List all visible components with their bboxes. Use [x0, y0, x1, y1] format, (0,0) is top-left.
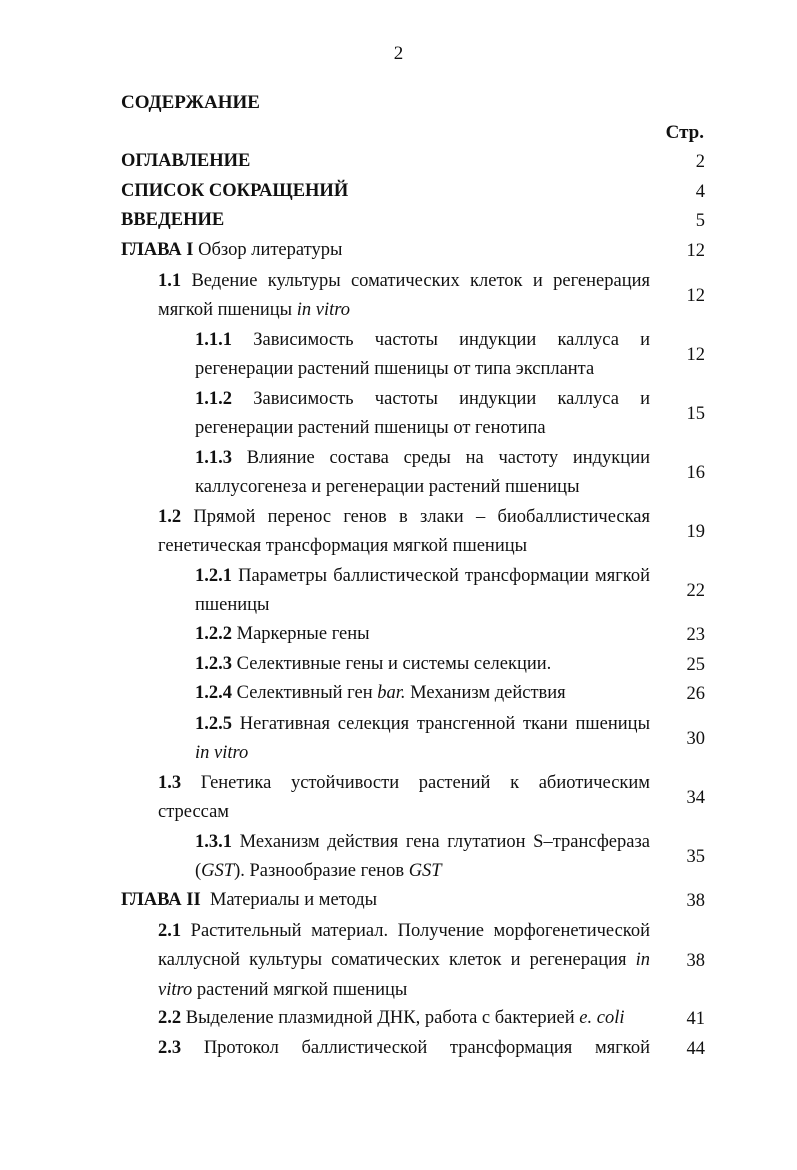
toc-entry-title: 1.1.1 Зависимость частоты индукции каллуса и регенерации растений пшеницы от типа экспланта	[195, 329, 651, 379]
toc-entry-page: 16	[686, 462, 705, 483]
toc-entry-page: 26	[686, 683, 705, 704]
toc-entry-title: 1.1 Ведение культуры соматических клеток и регенерация мягкой пшеницы in vitro	[158, 270, 651, 320]
toc-entry-title: ОГЛАВЛЕНИЕ	[121, 151, 251, 172]
toc-entry-title: 2.2 Выделение плазмидной ДНК, работа с бактерией e. coli	[158, 1008, 625, 1029]
toc-entry[interactable]	[158, 768, 705, 828]
toc-entry[interactable]	[121, 206, 705, 236]
toc-entry-title: 2.3 Протокол баллистической трансформация мягкой	[158, 1038, 650, 1059]
toc-entry-page: 22	[686, 580, 705, 601]
toc-entry[interactable]	[195, 679, 705, 709]
toc-entry[interactable]	[158, 1004, 705, 1034]
toc-entry-page: 19	[686, 521, 705, 542]
toc-entry[interactable]	[195, 561, 705, 621]
toc-entry-title: СПИСОК СОКРАЩЕНИЙ	[121, 181, 349, 202]
toc-entry-title: 1.1.3 Влияние состава среды на частоту индукции каллусогенеза и регенерации растений пшеницы	[195, 447, 650, 497]
toc-entry-title: ГЛАВА II Материалы и методы	[121, 890, 378, 911]
toc-entry-page: 4	[695, 181, 705, 202]
toc-entry[interactable]	[195, 827, 705, 887]
toc-entry-page: 15	[686, 403, 705, 424]
toc-entry-title: 1.2.4 Селективный ген bar. Механизм действия	[195, 683, 566, 704]
toc-entry-title: 1.3 Генетика устойчивости растений к абиотическим стрессам	[158, 772, 650, 822]
toc-entry-page: 2	[695, 151, 705, 172]
toc-entry-page: 41	[686, 1008, 705, 1029]
toc-entry[interactable]	[195, 650, 705, 680]
toc-entry[interactable]	[195, 620, 705, 650]
toc-entry-title: 1.2.3 Селективные гены и системы селекции.	[195, 654, 552, 675]
toc-entry-page: 35	[686, 846, 705, 867]
toc-entry-title: ГЛАВА I Обзор литературы	[121, 240, 343, 261]
toc-entry-page: 12	[686, 344, 705, 365]
toc-entry-title: 1.2.2 Маркерные гены	[195, 624, 370, 645]
toc-entry[interactable]	[195, 443, 705, 503]
toc-entry-title: 1.1.2 Зависимость частоты индукции каллуса и регенерации растений пшеницы от генотипа	[195, 388, 651, 438]
toc-entry[interactable]	[121, 177, 705, 207]
toc-entry[interactable]	[195, 384, 705, 444]
toc-entry-title: 1.2.1 Параметры баллистической трансформации мягкой пшеницы	[195, 565, 650, 615]
toc-entry-page: 34	[686, 787, 705, 808]
toc-entry-page: 5	[695, 210, 705, 231]
toc-entry-page: 30	[686, 728, 705, 749]
toc-entry[interactable]	[195, 325, 705, 385]
toc-entry[interactable]	[158, 1034, 705, 1064]
toc-entry[interactable]	[121, 886, 705, 916]
toc-entry[interactable]	[121, 236, 705, 266]
toc-entry[interactable]	[158, 266, 705, 326]
toc-entry[interactable]	[158, 502, 705, 562]
toc-entry[interactable]	[158, 916, 705, 1006]
toc-entry-title: 1.2 Прямой перенос генов в злаки – биобаллистическая генетическая трансформация мягкой пшеницы	[158, 506, 651, 556]
toc-entry-page: 38	[686, 890, 705, 911]
toc-entry-page: 44	[686, 1038, 705, 1059]
page-number: 2	[393, 43, 404, 64]
page-column-label: Стр.	[665, 122, 704, 143]
toc-entry-title: 2.1 Растительный материал. Получение морфогенетической каллусной культуры соматических клеток и регенерация in vitro растений мягкой пшеницы	[158, 920, 651, 1000]
toc-entry-page: 12	[686, 285, 705, 306]
toc-entry-title: ВВЕДЕНИЕ	[121, 210, 225, 231]
toc-entry-page: 12	[686, 240, 705, 261]
toc-entry-title: 1.3.1 Механизм действия гена глутатион S–трансфераза (GST). Разнообразие генов GST	[195, 831, 650, 881]
page-title: СОДЕРЖАНИЕ	[121, 92, 260, 113]
toc-entry-page: 25	[686, 654, 705, 675]
toc-entry-page: 23	[686, 624, 705, 645]
toc-entry[interactable]	[195, 709, 705, 769]
toc-entry[interactable]	[121, 147, 705, 177]
toc-entry-title: 1.2.5 Негативная селекция трансгенной ткани пшеницы in vitro	[195, 713, 651, 763]
toc-entry-page: 38	[686, 950, 705, 971]
